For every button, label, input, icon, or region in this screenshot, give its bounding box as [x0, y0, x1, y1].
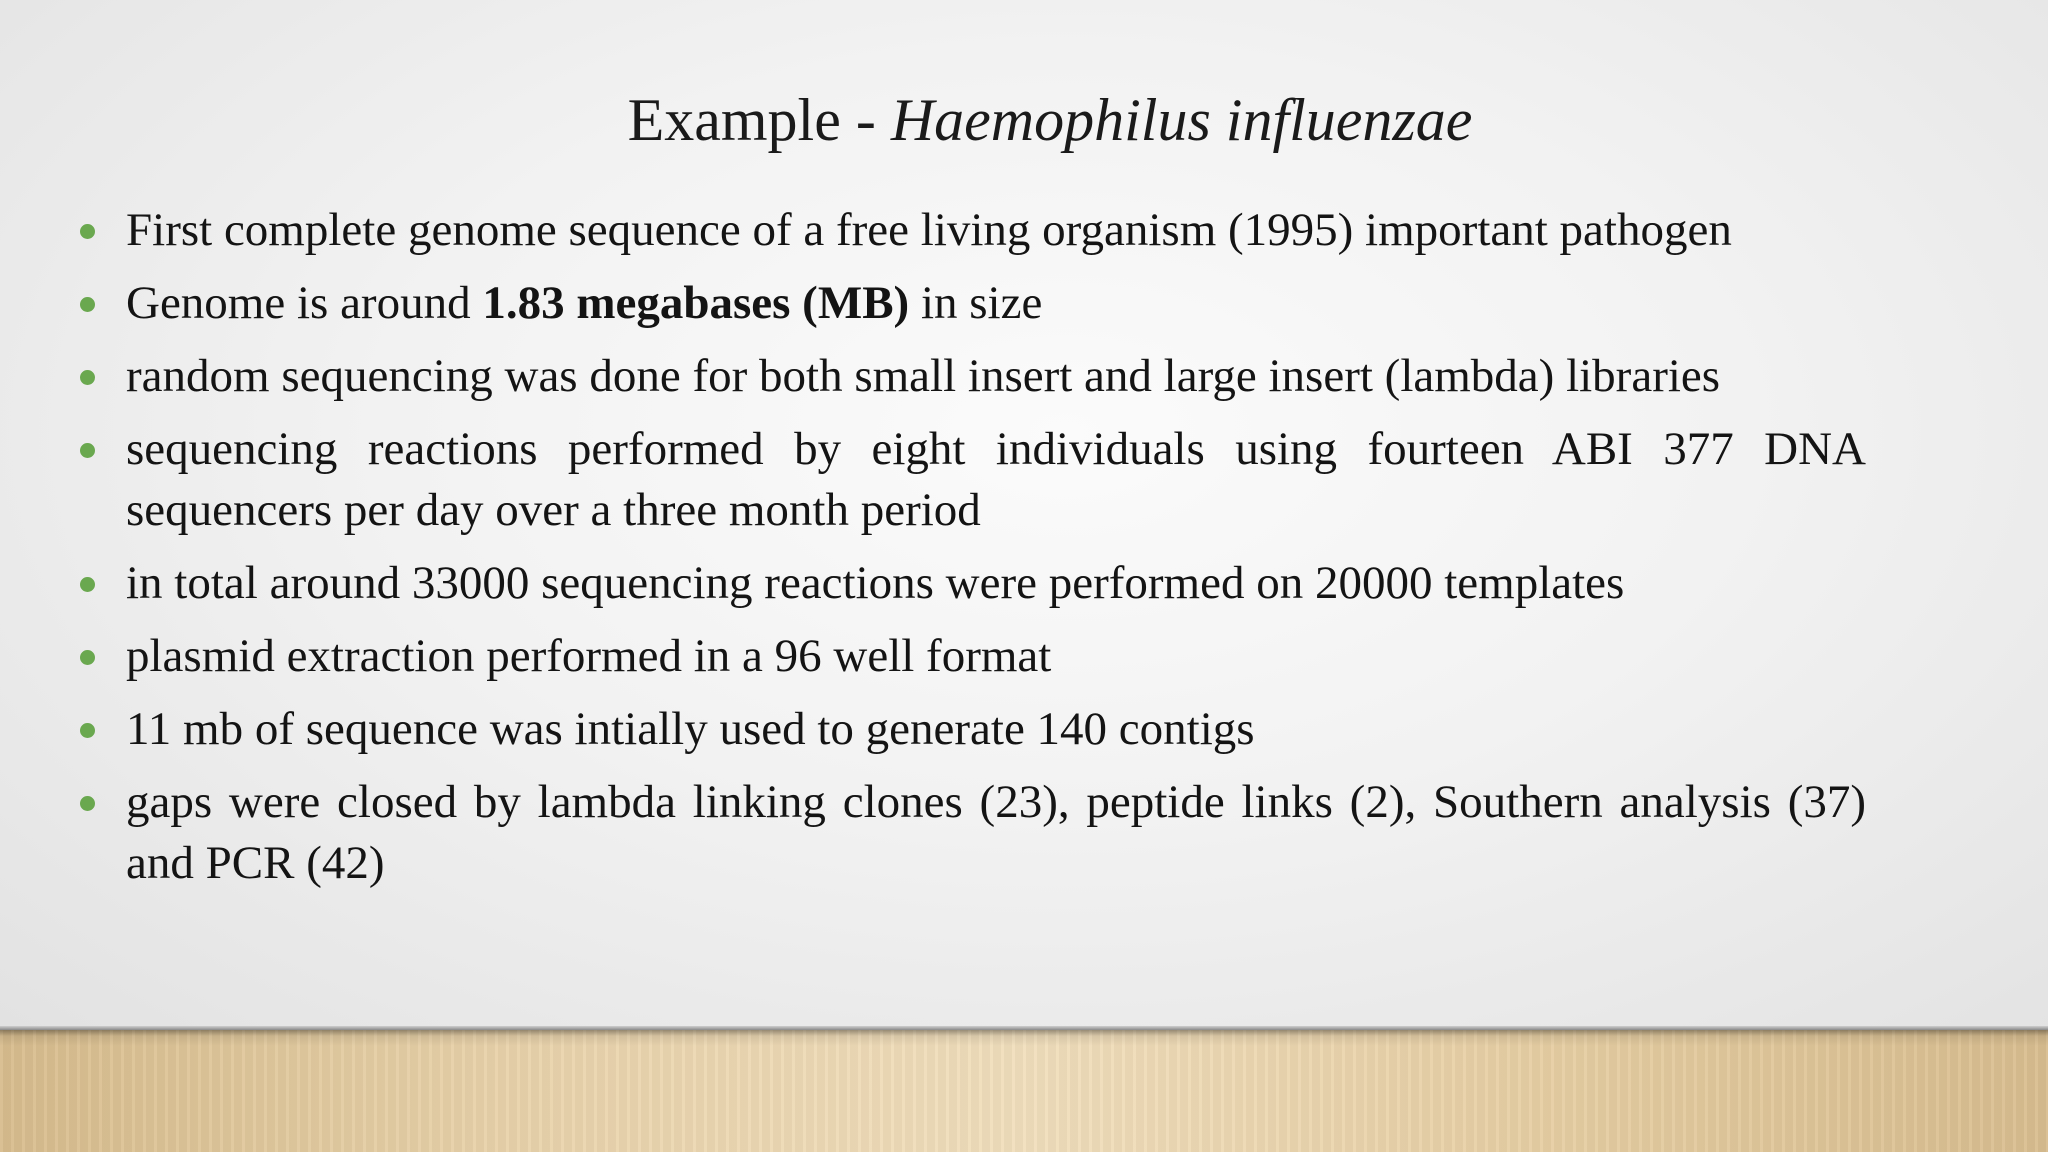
bullet-dot-icon — [80, 723, 95, 738]
bullet-dot-icon — [80, 224, 95, 239]
bullet-dot-icon — [80, 796, 95, 811]
bullet-dot-icon — [80, 650, 95, 665]
bullet-text: in total around 33000 sequencing reactions were performed on 20000 templates — [126, 557, 1625, 609]
slide-title — [0, 84, 2048, 156]
bullet-item — [126, 553, 1866, 614]
bullet-text: 11 mb of sequence was intially used to generate 140 contigs — [126, 703, 1255, 755]
title-italic-text: Haemophilus influenzae — [890, 87, 1473, 153]
wood-floor-background — [0, 1030, 2048, 1152]
bullet-item — [126, 772, 1866, 894]
bullet-dot-icon — [80, 297, 95, 312]
title-plain-text: Example - — [627, 87, 891, 153]
bullet-item — [126, 626, 1866, 687]
bullet-text: plasmid extraction performed in a 96 well format — [126, 630, 1052, 682]
bullet-text-bold: 1.83 megabases (MB) — [482, 277, 910, 329]
bullet-dot-icon — [80, 443, 95, 458]
bullet-dot-icon — [80, 577, 95, 592]
bullet-text-post: in size — [909, 277, 1043, 329]
bullet-item — [126, 346, 1866, 407]
bullet-text: sequencing reactions performed by eight individuals using fourteen ABI 377 DNA sequencers per day over a three month period — [126, 423, 1866, 536]
bullet-text: random sequencing was done for both small insert and large insert (lambda) libraries — [126, 350, 1721, 402]
bullet-text: gaps were closed by lambda linking clones (23), peptide links (2), Southern analysis (37) and PCR (42) — [126, 776, 1866, 889]
bullet-text: First complete genome sequence of a free living organism (1995) important pathogen — [126, 204, 1732, 256]
bullet-dot-icon — [80, 370, 95, 385]
bullet-text-pre: Genome is around — [126, 277, 483, 329]
bullet-item — [126, 200, 1866, 261]
bullet-list — [126, 200, 1866, 906]
bullet-item — [126, 699, 1866, 760]
bullet-item — [126, 273, 1866, 334]
bullet-item — [126, 419, 1866, 541]
